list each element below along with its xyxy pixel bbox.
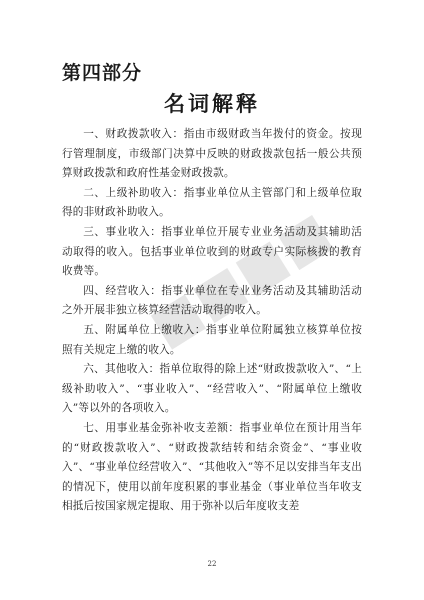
definition-paragraph-4: 四、经营收入：指事业单位在专业业务活动及其辅助活动之外开展非独立核算经营活动取得的收入。 [62,284,362,317]
page-number: 22 [207,560,217,568]
definitions-body [62,125,362,517]
definition-paragraph-3: 三、事业收入：指事业单位开展专业业务活动及其辅助活动取得的收入。包括事业单位收到的财政专户实际核拨的教育收费等。 [62,225,362,278]
doc-title: 名词解释 [164,92,260,116]
definition-paragraph-1: 一、财政拨款收入：指由市级财政当年拨付的资金。按现行管理制度，市级部门决算中反映的财政拨款包括一般公共预算财政拨款和政府性基金财政拨款。 [62,128,362,180]
definition-paragraph-5: 五、附属单位上缴收入：指事业单位附属独立核算单位按照有关规定上缴的收入。 [62,323,362,356]
definition-paragraph-2: 二、上级补助收入：指事业单位从主管部门和上级单位取得的非财政补助收入。 [62,186,362,219]
part-title: 第四部分 [62,62,143,84]
definition-paragraph-6: 六、其他收入：指单位取得的除上述“财政拨款收入”、“上级补助收入”、“事业收入”、“经营收入”、“附属单位上缴收入”等以外的各项收入。 [62,363,362,415]
definition-paragraph-7: 七、用事业基金弥补收支差额：指事业单位在预计用当年的“财政拨款收入”、“财政拨款结转和结余资金”、“事业收入”、“事业单位经营收入”、“其他收入”等不足以安排当年支出的情况下，使用以前年度积累的事业基金（事业单位当年收支相抵后按国家规定提取、用于弥补以后年度收支差 [62,421,362,513]
